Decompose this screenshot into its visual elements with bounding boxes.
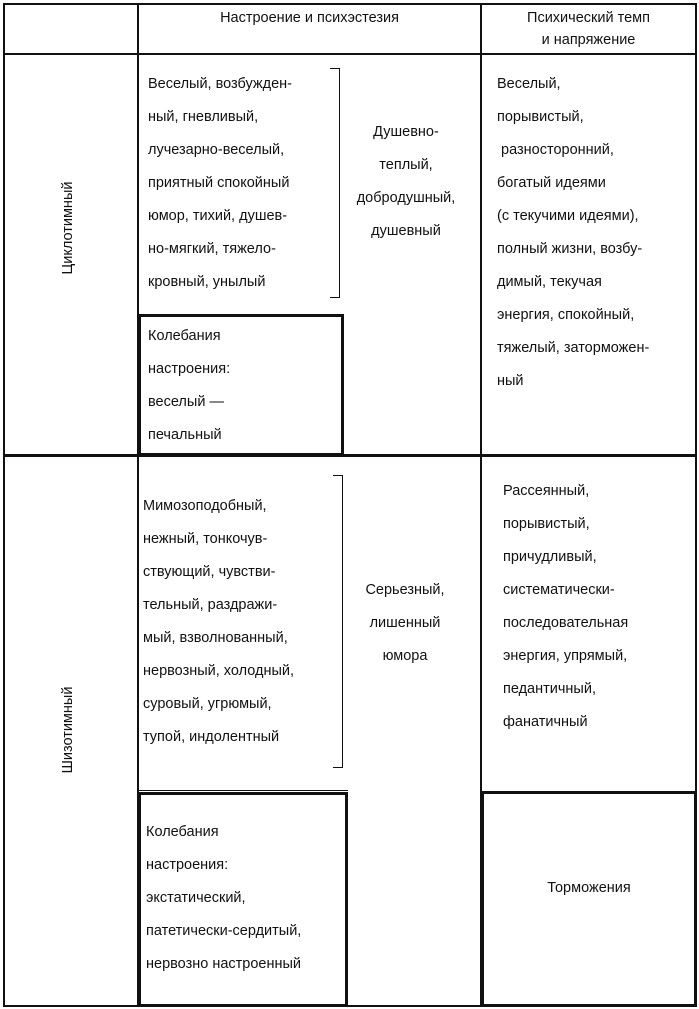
- schizo-mood-bracket: [333, 475, 343, 768]
- schizo-fluctuation-text: Колебания настроения: экстатический, патетически-сердитый, нервозно настроенный: [146, 824, 302, 972]
- schizo-tempo-extra: Торможения: [547, 880, 631, 896]
- header-mood-title: Настроение и психэстезия: [220, 10, 399, 26]
- schizo-mood-summary: Серьезный, лишенный юмора: [365, 582, 445, 664]
- header-tempo-title-2: и напряжение: [541, 32, 636, 48]
- cyclo-fluctuation-text: Колебания настроения: веселый — печальный: [148, 328, 231, 443]
- row-label-cyclothymic: Циклотимный: [60, 181, 76, 275]
- schizo-mood-divider: [138, 790, 348, 791]
- cyclo-mood-list: Веселый, возбужден- ный, гневливый, лучезарно-веселый, приятный спокойный юмор, тихий, душев- но-мягкий, тяжело- кровный, унылый: [148, 76, 292, 290]
- schizo-mood-list: Мимозоподобный, нежный, тонкочув- ствующий, чувстви- тельный, раздражи- мый, взволнованный, нервозный, холодный, суровый, угрюмый, тупой, индолентный: [143, 498, 295, 745]
- cyclo-tempo-list: Веселый, порывистый, разносторонний, богатый идеями (с текучими идеями), полный жизни, возбу- димый, текучая энергия, спокойный, тяжелый, заторможен- ный: [497, 76, 650, 389]
- cyclo-mood-bracket: [330, 68, 340, 298]
- row-label-schizothymic: Шизотимный: [60, 686, 76, 774]
- header-tempo-title-1: Психический темп: [527, 10, 650, 26]
- frame-top: [3, 3, 697, 5]
- header-divider: [3, 53, 697, 55]
- schizo-tempo-list: Рассеянный, порывистый, причудливый, систематически- последовательная энергия, упрямый, педантичный, фанатичный: [503, 483, 629, 730]
- frame-left: [3, 3, 5, 1007]
- cyclo-mood-summary: Душевно- теплый, добродушный, душевный: [356, 124, 456, 239]
- row-divider: [3, 454, 697, 457]
